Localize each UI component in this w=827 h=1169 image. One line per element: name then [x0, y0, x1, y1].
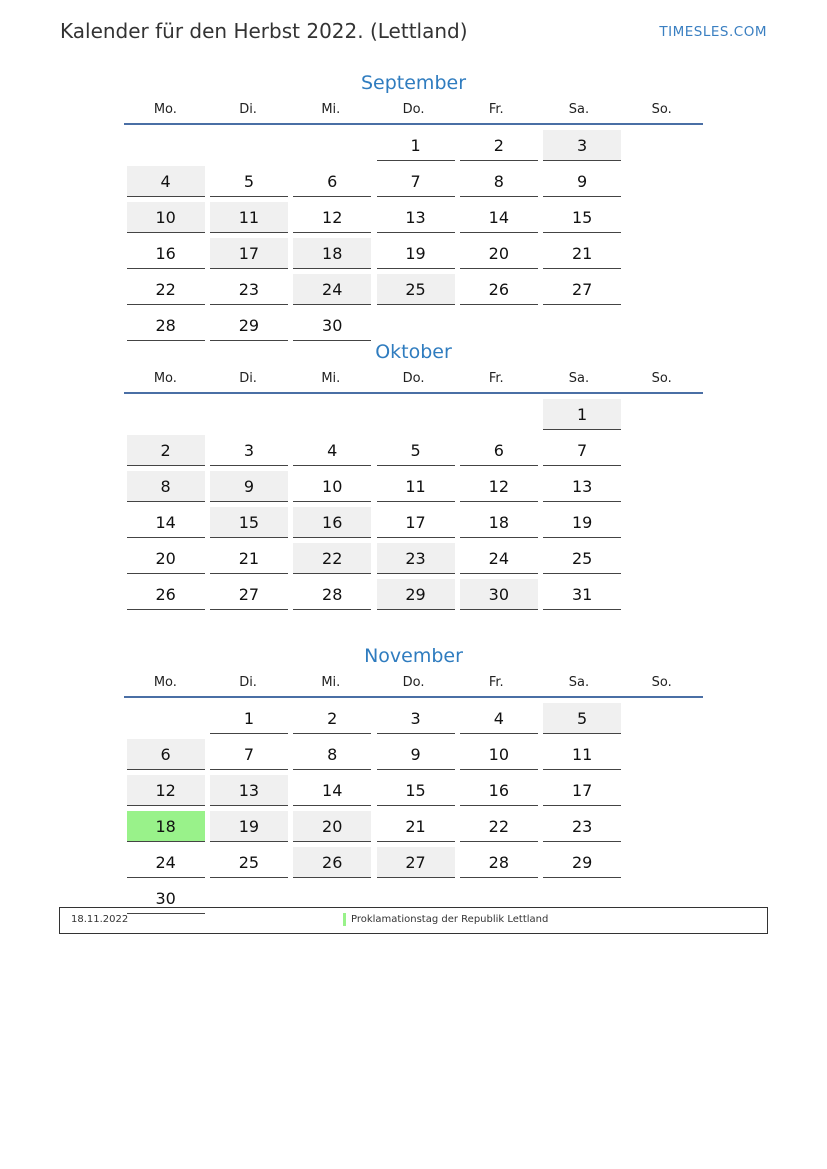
- day-number: 23: [210, 274, 288, 305]
- day-number: 13: [543, 471, 621, 502]
- day-number: 23: [543, 811, 621, 842]
- day-cell: [374, 847, 457, 883]
- day-cell: [207, 775, 290, 811]
- day-number: 1: [210, 703, 288, 734]
- day-number: 11: [377, 471, 455, 502]
- day-cell: [207, 739, 290, 775]
- day-number: 20: [127, 543, 205, 574]
- day-number: 4: [127, 166, 205, 197]
- day-number: 17: [210, 238, 288, 269]
- day-number: 8: [460, 166, 538, 197]
- day-number: 13: [377, 202, 455, 233]
- day-number: 29: [543, 847, 621, 878]
- weekday-label: Mo.: [153, 371, 177, 386]
- day-number: 1: [377, 130, 455, 161]
- day-cell: [124, 739, 207, 775]
- day-cell: [291, 543, 374, 579]
- day-cell: [457, 471, 540, 507]
- day-cell: [540, 543, 623, 579]
- day-number: 29: [210, 310, 288, 341]
- day-cell: [207, 238, 290, 274]
- day-number: 14: [460, 202, 538, 233]
- day-number: 27: [210, 579, 288, 610]
- day-cell: [540, 471, 623, 507]
- day-cell: [457, 811, 540, 847]
- day-cell: [540, 847, 623, 883]
- day-cell: [374, 202, 457, 238]
- day-number: 31: [543, 579, 621, 610]
- day-cell: [540, 202, 623, 238]
- day-number: 3: [210, 435, 288, 466]
- day-number: 19: [377, 238, 455, 269]
- day-cell: [124, 274, 207, 310]
- day-number: 26: [127, 579, 205, 610]
- day-cell: [457, 238, 540, 274]
- day-cell: [291, 166, 374, 202]
- month-november: [124, 640, 703, 919]
- day-cell: [540, 811, 623, 847]
- day-grid: [124, 698, 703, 919]
- weekday-label: Mi.: [321, 102, 341, 117]
- day-cell: [291, 847, 374, 883]
- day-cell: [291, 811, 374, 847]
- day-cell: [291, 435, 374, 471]
- day-cell: [540, 435, 623, 471]
- day-number: 6: [460, 435, 538, 466]
- weekday-label: Sa.: [568, 675, 590, 690]
- day-cell: [374, 703, 457, 739]
- day-cell: [124, 507, 207, 543]
- empty-day-cell: [291, 399, 374, 435]
- day-cell: [457, 703, 540, 739]
- month-oktober: [124, 336, 703, 615]
- empty-day-cell: [374, 399, 457, 435]
- day-number: 1: [543, 399, 621, 430]
- month-title: November: [364, 645, 463, 667]
- day-number: 21: [377, 811, 455, 842]
- day-number: 27: [543, 274, 621, 305]
- day-number: 2: [460, 130, 538, 161]
- day-cell: [207, 471, 290, 507]
- day-cell: [374, 543, 457, 579]
- day-number: 27: [377, 847, 455, 878]
- day-cell: [374, 507, 457, 543]
- weekday-label: So.: [651, 675, 672, 690]
- day-number: 17: [377, 507, 455, 538]
- day-number: 11: [210, 202, 288, 233]
- weekday-label: Mi.: [321, 675, 341, 690]
- day-cell: [207, 703, 290, 739]
- empty-day-cell: [124, 130, 207, 166]
- day-number: 28: [293, 579, 371, 610]
- day-number: 10: [293, 471, 371, 502]
- day-cell: [207, 847, 290, 883]
- day-cell: [540, 399, 623, 435]
- day-cell: [540, 739, 623, 775]
- weekday-label: Sa.: [568, 102, 590, 117]
- day-cell: [374, 238, 457, 274]
- weekday-label: Mo.: [153, 102, 177, 117]
- weekday-label: Sa.: [568, 371, 590, 386]
- empty-day-cell: [207, 399, 290, 435]
- day-cell: [291, 202, 374, 238]
- weekday-label: Di.: [239, 102, 257, 117]
- day-number: 22: [127, 274, 205, 305]
- day-cell: [457, 130, 540, 166]
- day-cell: [124, 847, 207, 883]
- day-number: 28: [127, 310, 205, 341]
- weekday-label: Di.: [239, 371, 257, 386]
- day-cell: [540, 775, 623, 811]
- weekday-label: Fr.: [488, 371, 504, 386]
- weekday-label: So.: [651, 371, 672, 386]
- weekday-label: Fr.: [488, 675, 504, 690]
- empty-day-cell: [207, 130, 290, 166]
- day-cell: [124, 543, 207, 579]
- brand-link[interactable]: TIMESLES.COM: [659, 24, 767, 40]
- day-cell: [540, 130, 623, 166]
- day-cell: [374, 435, 457, 471]
- weekday-label: Do.: [402, 102, 425, 117]
- day-cell: [457, 579, 540, 615]
- day-cell: [540, 166, 623, 202]
- page-title: Kalender für den Herbst 2022. (Lettland): [60, 19, 468, 43]
- day-number: 5: [377, 435, 455, 466]
- day-cell: [124, 202, 207, 238]
- day-number: 25: [377, 274, 455, 305]
- day-cell: [291, 739, 374, 775]
- day-number: 24: [127, 847, 205, 878]
- day-number: 24: [460, 543, 538, 574]
- day-number: 8: [293, 739, 371, 770]
- day-cell: [540, 507, 623, 543]
- day-number: 22: [293, 543, 371, 574]
- weekday-label: Mi.: [321, 371, 341, 386]
- day-number: 16: [460, 775, 538, 806]
- day-number: 11: [543, 739, 621, 770]
- day-cell: [207, 811, 290, 847]
- day-cell: [207, 579, 290, 615]
- day-number: 18: [293, 238, 371, 269]
- day-number: 3: [377, 703, 455, 734]
- day-cell: [291, 274, 374, 310]
- day-cell: [207, 435, 290, 471]
- day-cell: [457, 202, 540, 238]
- day-number: 13: [210, 775, 288, 806]
- weekday-header: [124, 368, 703, 394]
- day-cell: [291, 238, 374, 274]
- day-number: 12: [127, 775, 205, 806]
- day-cell: [374, 166, 457, 202]
- day-number: 9: [377, 739, 455, 770]
- day-cell: [291, 579, 374, 615]
- day-number: 19: [543, 507, 621, 538]
- day-number: 9: [543, 166, 621, 197]
- weekday-label: Di.: [239, 675, 257, 690]
- day-cell: [124, 435, 207, 471]
- day-number: 14: [127, 507, 205, 538]
- holiday-color-marker: [343, 913, 346, 926]
- day-cell: [457, 274, 540, 310]
- day-cell: [374, 811, 457, 847]
- weekday-label: Do.: [402, 675, 425, 690]
- day-cell: [374, 579, 457, 615]
- day-number: 8: [127, 471, 205, 502]
- day-number: 4: [460, 703, 538, 734]
- day-grid: [124, 394, 703, 615]
- day-number: 3: [543, 130, 621, 161]
- day-number: 29: [377, 579, 455, 610]
- day-cell: [124, 579, 207, 615]
- day-cell: [124, 166, 207, 202]
- day-cell: [540, 274, 623, 310]
- day-cell: [207, 543, 290, 579]
- day-cell: [291, 775, 374, 811]
- day-number: 30: [460, 579, 538, 610]
- day-cell: [374, 471, 457, 507]
- day-cell: [540, 238, 623, 274]
- day-number: 21: [543, 238, 621, 269]
- day-number: 20: [293, 811, 371, 842]
- day-cell: [457, 775, 540, 811]
- day-cell: [207, 202, 290, 238]
- legend-date: 18.11.2022: [71, 914, 129, 925]
- holiday-day-cell: [124, 811, 207, 847]
- day-number: 25: [210, 847, 288, 878]
- empty-day-cell: [124, 399, 207, 435]
- empty-day-cell: [457, 399, 540, 435]
- day-number: 17: [543, 775, 621, 806]
- weekday-label: Do.: [402, 371, 425, 386]
- day-cell: [291, 703, 374, 739]
- day-number: 7: [377, 166, 455, 197]
- day-number: 30: [127, 883, 205, 914]
- day-number: 2: [127, 435, 205, 466]
- day-cell: [207, 507, 290, 543]
- day-number: 5: [543, 703, 621, 734]
- weekday-label: So.: [651, 102, 672, 117]
- day-number: 16: [293, 507, 371, 538]
- day-cell: [207, 166, 290, 202]
- day-number: 15: [210, 507, 288, 538]
- day-number: 4: [293, 435, 371, 466]
- day-cell: [124, 775, 207, 811]
- day-number: 26: [293, 847, 371, 878]
- day-number: 6: [293, 166, 371, 197]
- holiday-legend: [59, 907, 768, 934]
- day-number: 14: [293, 775, 371, 806]
- day-number: 15: [543, 202, 621, 233]
- weekday-label: Mo.: [153, 675, 177, 690]
- legend-holiday-name: Proklamationstag der Republik Lettland: [351, 914, 549, 925]
- day-number: 15: [377, 775, 455, 806]
- day-cell: [374, 130, 457, 166]
- weekday-header: [124, 99, 703, 125]
- day-number: 23: [377, 543, 455, 574]
- empty-day-cell: [124, 703, 207, 739]
- day-number: 30: [293, 310, 371, 341]
- day-number: 9: [210, 471, 288, 502]
- day-cell: [124, 471, 207, 507]
- day-number: 10: [127, 202, 205, 233]
- day-number: 5: [210, 166, 288, 197]
- day-number: 25: [543, 543, 621, 574]
- weekday-header: [124, 672, 703, 698]
- day-number: 22: [460, 811, 538, 842]
- day-cell: [457, 847, 540, 883]
- day-number: 20: [460, 238, 538, 269]
- day-cell: [374, 739, 457, 775]
- day-number: 18: [460, 507, 538, 538]
- day-cell: [457, 739, 540, 775]
- day-number: 26: [460, 274, 538, 305]
- day-number: 21: [210, 543, 288, 574]
- month-september: [124, 67, 703, 346]
- day-number: 28: [460, 847, 538, 878]
- day-cell: [291, 471, 374, 507]
- day-number: 16: [127, 238, 205, 269]
- day-number: 24: [293, 274, 371, 305]
- day-cell: [374, 775, 457, 811]
- day-cell: [540, 703, 623, 739]
- day-cell: [457, 435, 540, 471]
- month-title: Oktober: [375, 341, 452, 363]
- day-cell: [457, 507, 540, 543]
- day-number: 7: [210, 739, 288, 770]
- day-grid: [124, 125, 703, 346]
- day-number: 6: [127, 739, 205, 770]
- day-cell: [207, 274, 290, 310]
- day-cell: [457, 543, 540, 579]
- empty-day-cell: [291, 130, 374, 166]
- day-cell: [291, 507, 374, 543]
- day-cell: [124, 238, 207, 274]
- day-number: 12: [293, 202, 371, 233]
- day-cell: [457, 166, 540, 202]
- day-cell: [374, 274, 457, 310]
- month-title: September: [360, 72, 467, 94]
- day-number: 19: [210, 811, 288, 842]
- day-number: 7: [543, 435, 621, 466]
- day-cell: [540, 579, 623, 615]
- weekday-label: Fr.: [488, 102, 504, 117]
- day-number: 18: [127, 811, 205, 842]
- day-number: 12: [460, 471, 538, 502]
- day-number: 2: [293, 703, 371, 734]
- day-number: 10: [460, 739, 538, 770]
